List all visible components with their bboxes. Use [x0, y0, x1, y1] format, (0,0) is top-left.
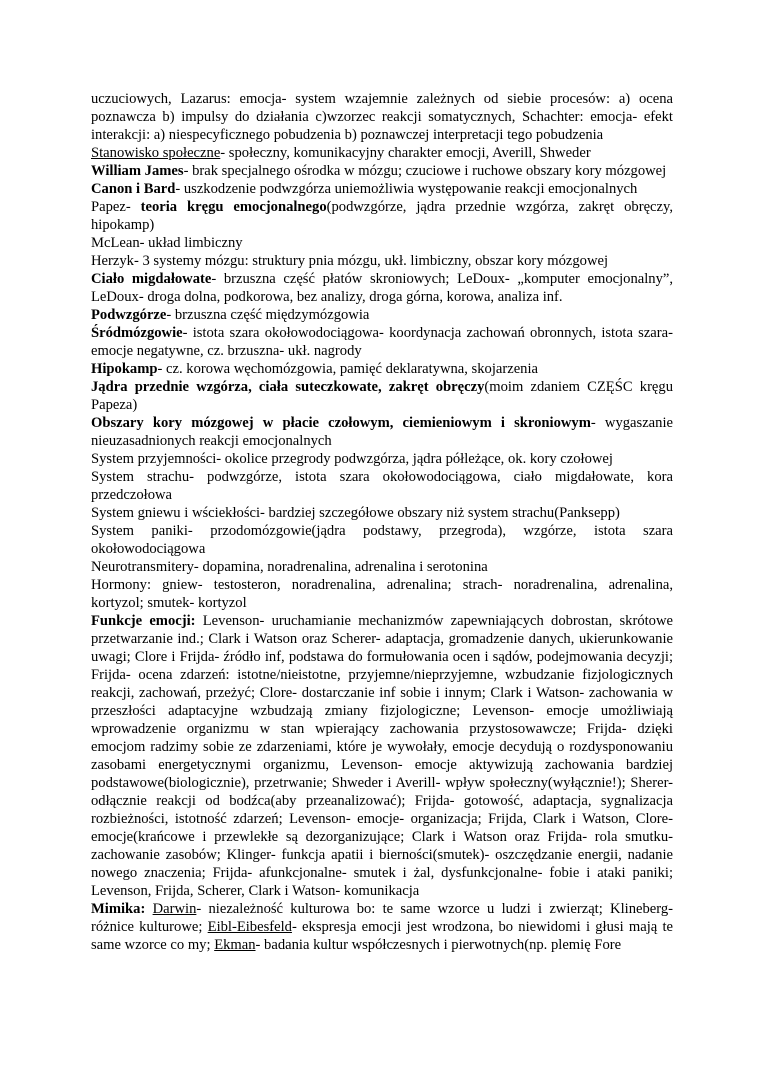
- term-bold: Śródmózgowie: [91, 325, 183, 341]
- term-bold: Podwzgórze: [91, 307, 167, 323]
- term-bold: Obszary kory mózgowej w płacie czołowym, ciemieniowym i skroniowym: [91, 415, 591, 431]
- paragraph-prefix: Papez-: [91, 199, 141, 215]
- paragraph-text: (podwzgórze, jądra przednie wzgórza, zakręt obręczy, hipokamp): [91, 199, 674, 233]
- paragraph-text: - brak specjalnego ośrodka w mózgu; czuciowe i ruchowe obszary kory mózgowej: [183, 163, 667, 179]
- paragraph-facial-expression: [91, 900, 673, 954]
- paragraph-text: Levenson- uruchamianie mechanizmów zapewniających dobrostan, skrótowe przetwarzanie ind.; Clark i Watson oraz Scherer- adaptacja, gromadzenie danych, ukierunkowanie uwagi; Clore i Frijda- źródło inf, podstawa do formułowania ocen i sądów, podejmowania decyzji; Frijda- ocena zdarzeń: istotne/nieistotne, przyjemne/nieprzyjemne, wzbudzanie fizjologicznych reakcji, zachowań, przeżyć; Clore- dostarczanie inf sobie i innym; Clark i Watson- zachowania w przeszłości adaptacyjne wzbudzają zmiany fizjologiczne; Levenson- emocje umożliwiają wprowadzenie organizmu w stan wpierający zachowania przystosowawcze; Frijda- dzięki emocjom radzimy sobie ze zdarzeniami, które je wywołały, emocje decydują o rozdysponowaniu zasobami energetycznymi organizmu, Levenson- emocje aktywizują zachowania bardziej podstawowe(biologicznie), przetrwanie; Shweder i Averill- wpływ społeczny(wyłącznie!); Sherer- odłącznie reakcji od bodźca(aby przeanalizować); Frijda- gotowość, adaptacja, sygnalizacja rozbieżności, istotność zdarzeń; Levenson- emocje- organizacja; Frijda, Clark i Watson, Clore- emocje(krańcowe i przewlekłe są dezorganizujące; Clark i Watson oraz Frijda- rola smutku- zachowanie zasobów; Klinger- funkcja apatii i bierności(smutek)- oszczędzanie energii, nadanie nowego znaczenia; Frijda- afunkcjonalne- smutek i żal, dysfunkcjonalne- fobie i ataki paniki; Levenson, Frijda, Scherer, Clark i Watson- komunikacja: [91, 613, 673, 899]
- term-underlined: Ekman: [214, 937, 256, 953]
- paragraph-pleasure-system: [91, 450, 673, 468]
- term-bold: Mimika:: [91, 901, 146, 917]
- paragraph-text: [145, 901, 152, 917]
- term-bold: Canon i Bard: [91, 181, 176, 197]
- paragraph-hormones: [91, 576, 673, 612]
- paragraph-text: - brzuszna część płatów skroniowych; LeDoux- „komputer emocjonalny”, LeDoux- droga dolna, podkorowa, bez analizy, droga górna, korowa, analiza inf.: [91, 271, 673, 305]
- paragraph-text: - społeczny, komunikacyjny charakter emocji, Averill, Shweder: [220, 145, 591, 161]
- paragraph-midbrain: [91, 324, 673, 360]
- paragraph-canon-bard: [91, 180, 673, 198]
- paragraph-text: - uszkodzenie podwzgórza uniemożliwia występowanie reakcji emocjonalnych: [175, 181, 638, 197]
- term-bold: Hipokamp: [91, 361, 158, 377]
- paragraph-mclean: [91, 234, 673, 252]
- term-underlined: Eibl-Eibesfeld: [207, 919, 292, 935]
- term-bold: William James: [91, 163, 184, 179]
- paragraph-william-james: [91, 162, 673, 180]
- paragraph-text: System strachu- podwzgórze, istota szara okołowodociągowa, ciało migdałowate, kora przedczołowa: [91, 469, 673, 503]
- paragraph-text: Herzyk- 3 systemy mózgu: struktury pnia mózgu, ukł. limbiczny, obszar kory mózgowej: [91, 253, 609, 269]
- paragraph-papez: [91, 198, 673, 234]
- paragraph-text: Neurotransmitery- dopamina, noradrenalina, adrenalina i serotonina: [91, 559, 488, 575]
- term-bold: Ciało migdałowate: [91, 271, 212, 287]
- paragraph-text: - cz. korowa węchomózgowia, pamięć deklaratywna, skojarzenia: [157, 361, 539, 377]
- paragraph-hypothalamus: [91, 306, 673, 324]
- paragraph-text: - niezależność kulturowa bo: te same wzorce u ludzi i zwierząt; Klineberg- różnice kulturowe;: [91, 901, 673, 935]
- paragraph-text: - ekspresja emocji jest wrodzona, bo niewidomi i głusi mają te same wzorce co my;: [91, 919, 673, 953]
- paragraph-text: - badania kultur współczesnych i pierwotnych(np. plemię Fore: [255, 937, 622, 953]
- paragraph-text: - wygaszanie nieuzasadnionych reakcji emocjonalnych: [91, 415, 673, 449]
- paragraph-neurotransmitters: [91, 558, 673, 576]
- paragraph-text: McLean- układ limbiczny: [91, 235, 243, 251]
- paragraph-text: - istota szara okołowodociągowa- koordynacja zachowań obronnych, istota szara- emocje negatywne, cz. brzuszna- ukł. nagrody: [91, 325, 673, 359]
- paragraph-text: (moim zdaniem CZĘŚC kręgu Papeza): [91, 379, 674, 413]
- paragraph-text: System przyjemności- okolice przegrody podwzgórza, jądra półleżące, ok. kory czołowej: [91, 451, 613, 467]
- paragraph-panic-system: [91, 522, 673, 558]
- term-bold: Jądra przednie wzgórza, ciała suteczkowate, zakręt obręczy: [91, 379, 485, 395]
- document-page: [91, 90, 673, 954]
- term-underlined: Stanowisko społeczne: [91, 145, 221, 161]
- term-underlined: Darwin: [152, 901, 197, 917]
- paragraph-text: System gniewu i wściekłości- bardziej szczegółowe obszary niż system strachu(Panksepp): [91, 505, 620, 521]
- paragraph-fear-system: [91, 468, 673, 504]
- term-bold: Funkcje emocji:: [91, 613, 196, 629]
- paragraph-herzyk: [91, 252, 673, 270]
- term-bold: teoria kręgu emocjonalnego: [140, 199, 327, 215]
- paragraph-thalamic-nuclei: [91, 378, 673, 414]
- paragraph-text: System paniki- przodomózgowie(jądra podstawy, przegroda), wzgórze, istota szara okołowodociągowa: [91, 523, 673, 557]
- paragraph-hippocampus: [91, 360, 673, 378]
- paragraph-emotion-functions: [91, 612, 673, 900]
- paragraph-cortex-areas: [91, 414, 673, 450]
- paragraph-emotion-theories: [91, 90, 673, 144]
- paragraph-social-stance: [91, 144, 673, 162]
- paragraph-amygdala: [91, 270, 673, 306]
- paragraph-anger-system: [91, 504, 673, 522]
- paragraph-text: - brzuszna część międzymózgowia: [166, 307, 370, 323]
- paragraph-text: uczuciowych, Lazarus: emocja- system wzajemnie zależnych od siebie procesów: a) ocena poznawcza b) impulsy do działania c)wzorzec reakcji somatycznych, Schachter: emocja- efekt interakcji: a) niespecyficznego pobudzenia b) poznawczej interpretacji tego pobudzenia: [91, 91, 673, 143]
- paragraph-text: Hormony: gniew- testosteron, noradrenalina, adrenalina; strach- noradrenalina, adrenalina, kortyzol; smutek- kortyzol: [91, 577, 673, 611]
